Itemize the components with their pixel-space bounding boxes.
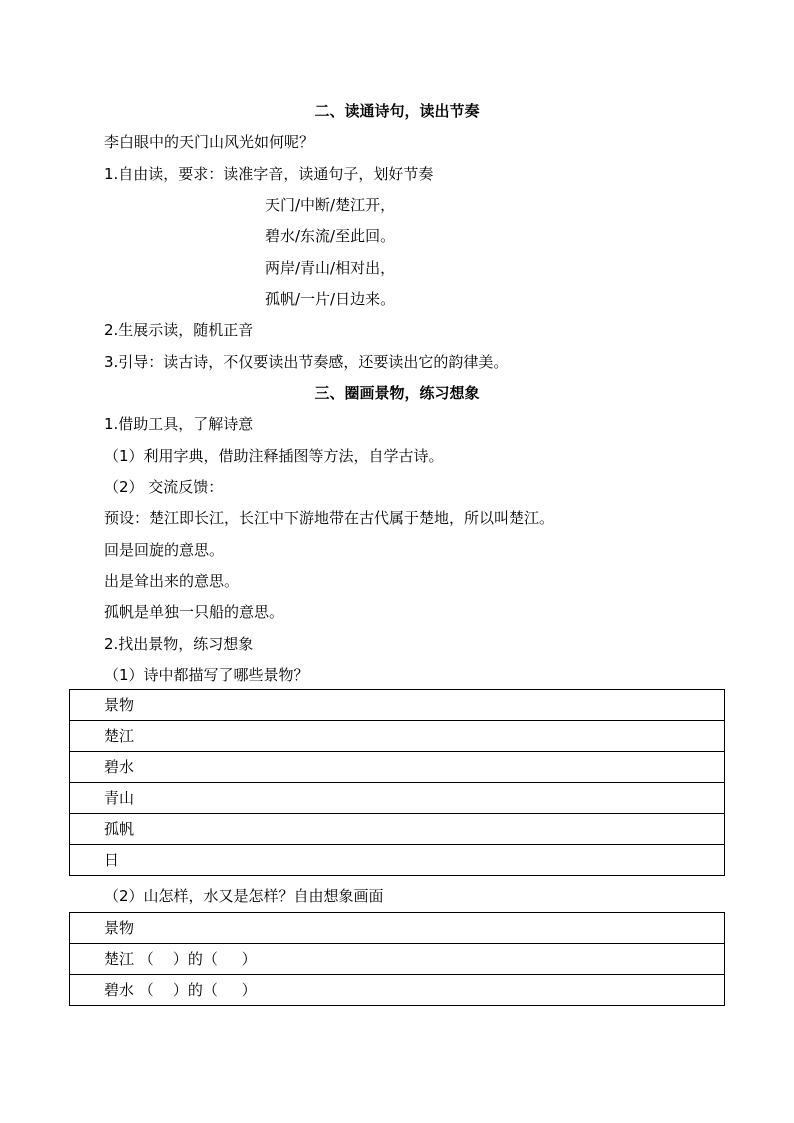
sub-step-text: （2） 交流反馈：	[104, 478, 224, 496]
table-row	[70, 783, 725, 814]
note-text: 孤帆是单独一只船的意思。	[104, 603, 285, 621]
question-text: （1）诗中都描写了哪些景物？	[104, 666, 309, 684]
poem-line: 碧水/东流/至此回。	[265, 227, 396, 245]
scenery-table	[69, 689, 725, 876]
note-text: 预设：楚江即长江，长江中下游地带在古代属于楚地，所以叫楚江。	[104, 509, 555, 527]
section-heading-3: 三、圈画景物，练习想象	[314, 384, 480, 402]
table-cell: 楚江 （ ）的（ ）	[70, 944, 725, 975]
imagination-table	[69, 912, 725, 1006]
table-row	[70, 690, 725, 721]
table-cell: 孤帆	[70, 814, 725, 845]
table-row	[70, 845, 725, 876]
note-text: 回是回旋的意思。	[104, 541, 225, 559]
table-row	[70, 913, 725, 944]
table-row	[70, 975, 725, 1006]
step-2-text: 2.找出景物，练习想象	[104, 635, 254, 653]
table-cell: 碧水	[70, 752, 725, 783]
table-cell: 景物	[70, 913, 725, 944]
step-1-text: 1.自由读，要求：读准字音，读通句子，划好节奏	[104, 165, 434, 183]
table-cell: 景物	[70, 690, 725, 721]
table-cell: 青山	[70, 783, 725, 814]
sub-step-text: （1）利用字典，借助注释插图等方法，自学古诗。	[104, 447, 444, 465]
table-row	[70, 721, 725, 752]
note-text: 出是耸出来的意思。	[104, 572, 240, 590]
step-1-text: 1.借助工具，了解诗意	[104, 415, 254, 433]
intro-text: 李白眼中的天门山风光如何呢？	[104, 133, 315, 151]
table-row	[70, 752, 725, 783]
table-cell: 日	[70, 845, 725, 876]
table-cell: 楚江	[70, 721, 725, 752]
poem-line: 天门/中断/楚江开，	[265, 196, 396, 214]
poem-line: 孤帆/一片/日边来。	[265, 290, 396, 308]
step-3-text: 3.引导：读古诗，不仅要读出节奏感，还要读出它的韵律美。	[104, 353, 509, 371]
step-2-text: 2.生展示读，随机正音	[104, 321, 254, 339]
table-row	[70, 814, 725, 845]
section-heading-2: 二、读通诗句，读出节奏	[314, 102, 480, 120]
table-cell: 碧水 （ ）的（ ）	[70, 975, 725, 1006]
poem-line: 两岸/青山/相对出，	[265, 259, 396, 277]
table-row	[70, 944, 725, 975]
question-text: （2）山怎样，水又是怎样？自由想象画面	[104, 887, 384, 905]
